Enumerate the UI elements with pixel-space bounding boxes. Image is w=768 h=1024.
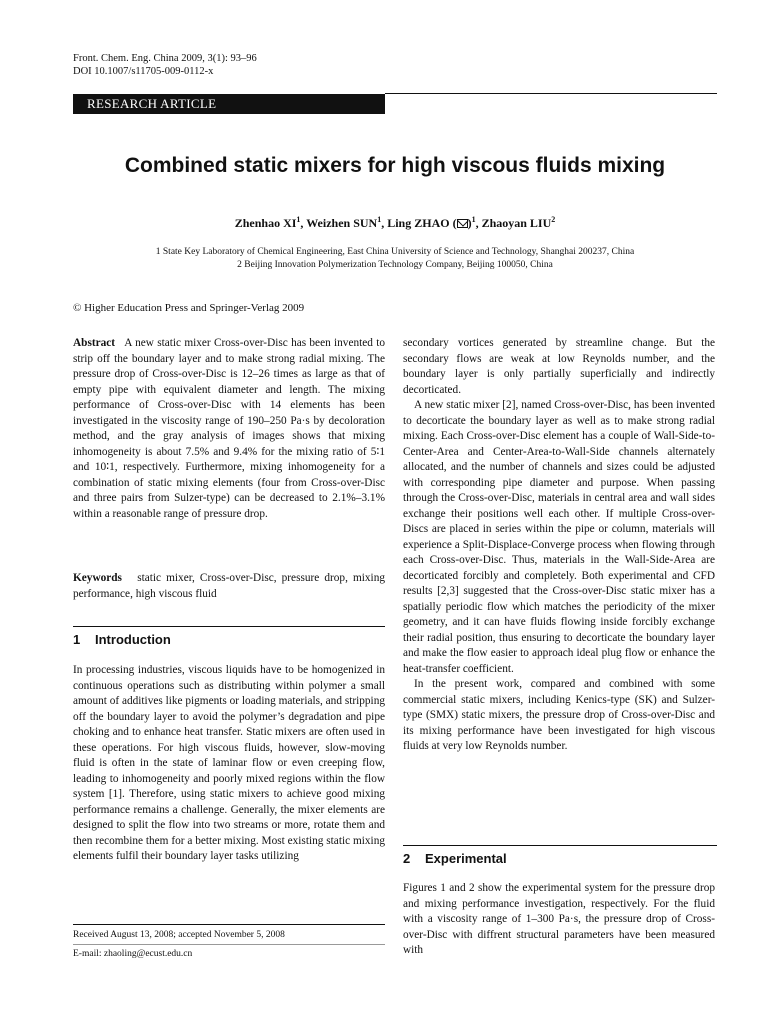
abstract-label: Abstract [73, 337, 116, 349]
copyright-line: © Higher Education Press and Springer-Verlag 2009 [73, 302, 305, 314]
paragraph: A new static mixer [2], named Cross-over-Disc, has been invented to decorticate the boundary layer as well as to make strong radial mixing. Each Cross-over-Disc element has a couple of Wall-Side-to-Center-Area and Center-Area-to-Wall-Side channels alternately allocated, and the number of channels and sizes could be adjusted with corresponding pipe diameter and purpose. When passing through the Cross-over-Disc, materials in central area and wall sides exchange their positions well each other. If multiple Cross-over-Discs are placed in series within the pipe or column, materials will experience a Split-Displace-Converge process when flowing through each Cross-over-Disc. Thus, materials in the Wall-Side-Area are decorticated forcibly and completely. Both experimental and CFD results [2,3] suggested that the Cross-over-Disc static mixer has a spatially periodic flow which matches the periodicity of the mixer geometry, and it can have fluids flowing inside forcibly exchange their radial position, thus ensuring to decorticate the boundary layer and make the flow easier to approach ideal plug flow or enhance the heat-transfer coefficient. [403, 399, 715, 675]
received-note: Received August 13, 2008; accepted November 5, 2008 [73, 930, 285, 940]
journal-citation [73, 52, 257, 78]
right-column-body [403, 336, 715, 755]
author-affil-mark: 1 [377, 215, 382, 224]
footnote-rule-thin [73, 944, 385, 945]
paragraph: In the present work, compared and combined with some commercial static mixers, including Kenics-type (SK) and Sulzer-type (SMX) static mixers, the pressure drop of Cross-over-Disc and its mixing performance have been investigated for high viscous fluids at very low Reynolds number. [403, 678, 715, 752]
section-rule [73, 626, 385, 627]
affiliation-1: 1 State Key Laboratory of Chemical Engineering, East China University of Science and Technology, Shanghai 200237, China [155, 247, 635, 257]
author-name: Ling ZHAO ( [387, 216, 457, 230]
author-paren-close: ) [467, 216, 472, 230]
journal-line: Front. Chem. Eng. China 2009, 3(1): 93–96 [73, 53, 257, 64]
paragraph: secondary vortices generated by streamline change. But the secondary flows are weak at low Reynolds number, and the boundary layer is only partially superficially and indirectly decorticated. [403, 337, 715, 396]
paragraph: Figures 1 and 2 show the experimental system for the pressure drop and mixing performance investigation, respectively. For the fluid with a viscosity range of 1–300 Pa·s, the pressure drop of Cross-over-Disc with diffrent structural parameters have been measured with [403, 882, 715, 956]
author-separator: , [381, 216, 388, 230]
author-separator: , [300, 216, 307, 230]
doi-line: DOI 10.1007/s11705-009-0112-x [73, 66, 214, 77]
email-note[interactable]: E-mail: zhaoling@ecust.edu.cn [73, 949, 193, 959]
paper-title: Combined static mixers for high viscous fluids mixing [124, 154, 666, 177]
keywords-text: static mixer, Cross-over-Disc, pressure drop, mixing performance, high viscous fluid [73, 572, 385, 600]
keywords-block [73, 571, 385, 602]
article-type-label: RESEARCH ARTICLE [87, 96, 217, 111]
author-affil-mark: 2 [551, 215, 556, 224]
article-type-banner [73, 94, 385, 114]
author-list [0, 215, 768, 231]
author-affil-mark: 1 [296, 215, 301, 224]
paragraph: In processing industries, viscous liquids have to be homogenized in continuous operations such as distributing within polymer a small amount of additives like pigments or loading materials, and stripping off the boundary layer to avoid the polymer’s degradation and pipe choking and to enhance heat transfer. Static mixers are often used in these operations. For high viscous fluids, however, slow-moving fluid is often in the state of laminar flow or even creeping flow, leading to inhomogeneity and poorly mixed regions within the flow system [1]. Therefore, using static mixers to achieve good mixing performance remains a challenge. Generally, the mixer elements are designed to split the flow into two streams or more, rotate them and then recombine them for a better mixing. Most existing static mixing elements fulfil their boundary layer tasks utilizing [73, 664, 385, 862]
footnote-rule [73, 924, 385, 925]
affiliation-2: 2 Beijing Innovation Polymerization Technology Company, Beijing 100050, China [237, 260, 553, 270]
author-name: Weizhen SUN [306, 216, 378, 230]
author-separator: , [475, 216, 482, 230]
envelope-icon[interactable] [457, 219, 468, 228]
section-title: Introduction [95, 632, 171, 647]
affiliations [0, 246, 768, 272]
abstract-block [73, 336, 385, 522]
section-rule [403, 845, 717, 846]
experimental-body [403, 881, 715, 959]
section-number: 1 [73, 632, 81, 647]
banner-rule [385, 93, 717, 94]
author-name: Zhenhao XI [234, 216, 297, 230]
keywords-label: Keywords [73, 572, 122, 584]
author-affil-mark: 1 [471, 215, 476, 224]
abstract-text: A new static mixer Cross-over-Disc has been invented to strip off the boundary layer and to make strong radial mixing. The pressure drop of Cross-over-Disc is 12–26 times as large as that of empty pipe with equivalent diameter and length. The mixing performance of Cross-over-Disc with 14 elements has been investigated in the viscosity range of 190–250 Pa·s by decoloration method, and the gray analysis of images shows that mixing inhomogeneity is about 7.5% and 9.4% for the mixing ratio of 5∶1 and 10∶1, respectively. Furthermore, mixing inhomogeneity for a combination of static mixing elements (four from Cross-over-Disc and three pairs from Sulzer-type) can be decreased to 2.1%–3.1% within a reasonable range of pressure drop. [73, 337, 385, 520]
section-heading-introduction [73, 632, 171, 647]
section-number: 2 [403, 851, 411, 866]
author-name: Zhaoyan LIU [481, 216, 552, 230]
section-title: Experimental [425, 851, 507, 866]
section-heading-experimental [403, 851, 507, 866]
introduction-body [73, 663, 385, 865]
